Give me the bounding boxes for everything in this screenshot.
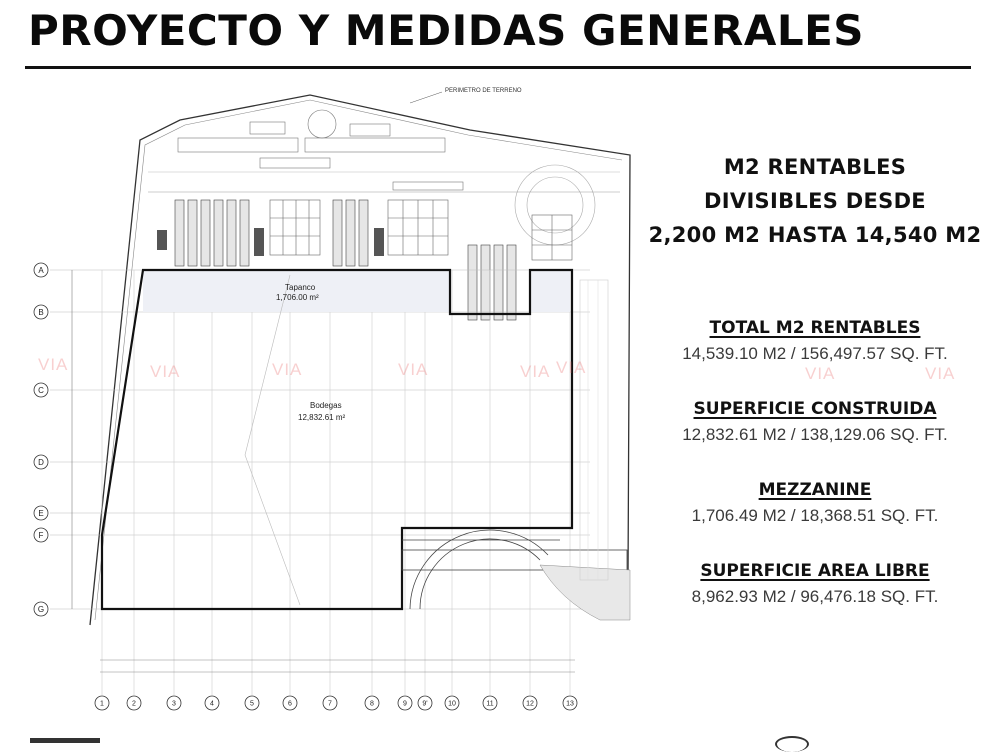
bodegas-label: Bodegas <box>310 401 342 410</box>
headline-line-1: M2 RENTABLES <box>723 155 907 179</box>
col-axis-1: 1 <box>100 700 104 708</box>
stat-superficie-construida <box>640 399 990 445</box>
column-gridlines <box>102 270 570 695</box>
col-axis-5: 5 <box>250 700 254 708</box>
headline-line-2: DIVISIBLES DESDE <box>704 189 926 213</box>
row-axis-e: E <box>38 509 44 518</box>
col-axis-8: 8 <box>370 700 374 708</box>
row-axis-markers <box>34 263 48 616</box>
col-axis-9-prime: 9' <box>422 700 428 708</box>
watermark: VIA <box>150 362 181 381</box>
dock-parking-blocks <box>270 200 572 260</box>
col-axis-12: 12 <box>526 700 534 708</box>
watermark: VIA <box>520 362 551 381</box>
bodegas-area: 12,832.61 m² <box>298 413 346 422</box>
row-axis-d: D <box>38 458 44 467</box>
title-underline <box>25 66 971 69</box>
col-axis-13: 13 <box>566 700 574 708</box>
col-axis-6: 6 <box>288 700 292 708</box>
watermark: VIA <box>556 358 587 377</box>
stat-total-rentables <box>640 318 990 364</box>
row-gridlines <box>50 270 590 609</box>
headline-line-3: 2,200 M2 HASTA 14,540 M2 <box>648 223 982 247</box>
page-title: PROYECTO Y MEDIDAS GENERALES <box>28 6 865 55</box>
watermark: VIA <box>805 364 836 383</box>
site-perimeter <box>90 95 630 625</box>
tapanco-area: 1,706.00 m² <box>276 293 319 302</box>
footer-logo-arc <box>775 736 809 752</box>
stat-area-libre <box>640 561 990 607</box>
watermark: VIA <box>398 360 429 379</box>
stat-value: 14,539.10 M2 / 156,497.57 SQ. FT. <box>682 344 948 363</box>
column-axis-markers <box>95 696 577 710</box>
row-axis-b: B <box>38 308 44 317</box>
stat-value: 1,706.49 M2 / 18,368.51 SQ. FT. <box>691 506 939 525</box>
col-axis-3: 3 <box>172 700 176 708</box>
col-axis-7: 7 <box>328 700 332 708</box>
col-axis-9: 9 <box>403 700 407 708</box>
watermark: VIA <box>272 360 303 379</box>
col-axis-10: 10 <box>448 700 456 708</box>
perimeter-label: PERIMETRO DE TERRENO <box>445 88 522 94</box>
stat-value: 8,962.93 M2 / 96,476.18 SQ. FT. <box>691 587 939 606</box>
stat-label: SUPERFICIE AREA LIBRE <box>700 561 930 581</box>
stat-label: TOTAL M2 RENTABLES <box>709 318 921 338</box>
headline-block <box>640 150 990 252</box>
tapanco-label: Tapanco <box>285 283 316 292</box>
row-axis-g: G <box>37 605 45 614</box>
row-axis-f: F <box>38 531 44 540</box>
col-axis-2: 2 <box>132 700 136 708</box>
footer-bar <box>30 738 100 743</box>
stat-mezzanine <box>640 480 990 526</box>
watermark: VIA <box>925 364 956 383</box>
floor-plan <box>0 72 640 743</box>
stat-value: 12,832.61 M2 / 138,129.06 SQ. FT. <box>682 425 948 444</box>
col-axis-11: 11 <box>486 700 494 708</box>
col-axis-4: 4 <box>210 700 214 708</box>
row-axis-c: C <box>38 386 44 395</box>
stat-label: SUPERFICIE CONSTRUIDA <box>693 399 937 419</box>
row-axis-a: A <box>38 266 44 275</box>
stat-label: MEZZANINE <box>758 480 872 500</box>
building-outline <box>102 270 572 609</box>
watermark: VIA <box>38 355 69 374</box>
